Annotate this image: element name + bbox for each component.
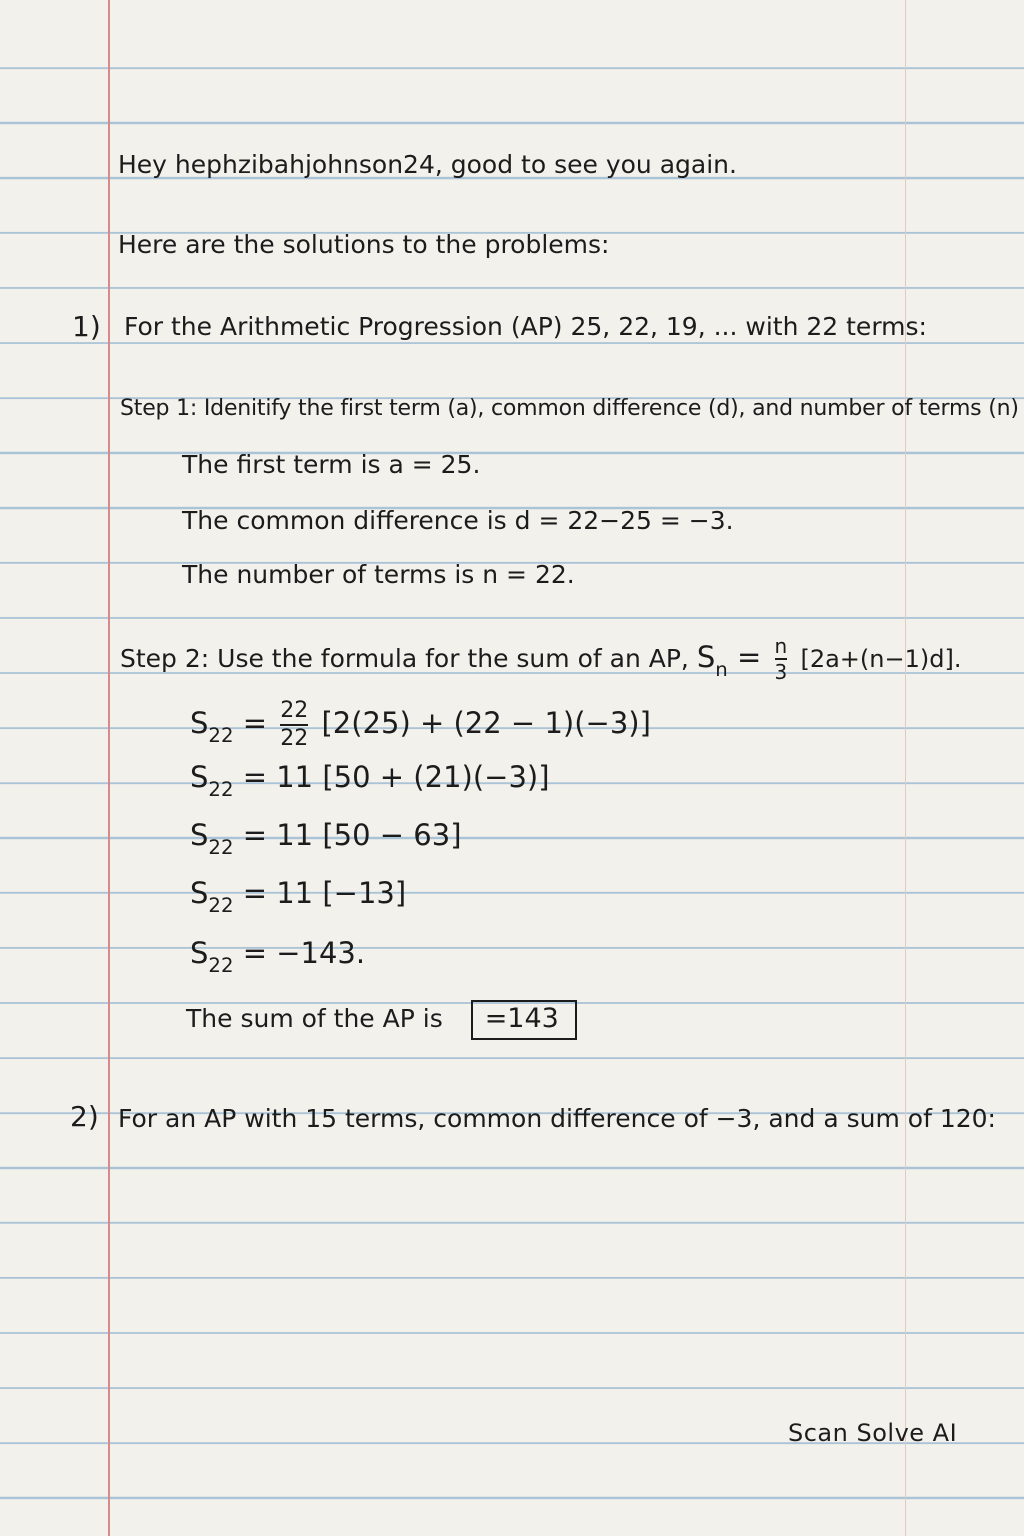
calc-1-equals: = — [242, 706, 268, 740]
number-of-terms-text: The number of terms is n = 22. — [182, 560, 575, 589]
fraction-denominator: 3 — [774, 660, 788, 684]
calc-1-denominator: 22 — [280, 726, 309, 751]
calc-3-rest: = 11 [50 − 63] — [242, 818, 462, 852]
calc-line-2 — [190, 762, 550, 805]
greeting-text: Hey hephzibahjohnson24, good to see you again. — [118, 150, 737, 179]
first-term-text: The first term is a = 25. — [182, 450, 481, 479]
calc-5-s: S — [190, 936, 209, 970]
intro-text: Here are the solutions to the problems: — [118, 230, 610, 259]
calc-2-rest: = 11 [50 + (21)(−3)] — [242, 760, 550, 794]
calc-3-subscript: 22 — [208, 835, 234, 859]
calc-4-rest: = 11 [−13] — [242, 876, 407, 910]
formula-equals: = — [736, 640, 762, 674]
common-difference-text: The common difference is d = 22−25 = −3. — [182, 506, 734, 535]
left-margin-line — [108, 0, 110, 1536]
result-text: The sum of the AP is — [186, 1004, 443, 1033]
calc-5-subscript: 22 — [208, 953, 234, 977]
calc-2-subscript: 22 — [208, 777, 234, 801]
problem-2-statement: For an AP with 15 terms, common difference of −3, and a sum of 120: — [118, 1104, 996, 1133]
calc-3-s: S — [190, 818, 209, 852]
formula-bracket: [2a+(n−1)d]. — [800, 645, 962, 673]
step-2-title — [120, 636, 961, 685]
step-1-title: Step 1: Idenitify the first term (a), common difference (d), and number of terms (n) — [120, 396, 1019, 421]
calc-5-rest: = −143. — [242, 936, 366, 970]
calc-line-3 — [190, 820, 462, 863]
problem-2-number: 2) — [70, 1100, 99, 1133]
calc-1-subscript: 22 — [208, 723, 234, 747]
calc-line-5 — [190, 938, 365, 981]
result-answer-box: =143 — [471, 1000, 577, 1040]
calc-1-bracket: [2(25) + (22 − 1)(−3)] — [321, 706, 651, 740]
calc-1-fraction — [280, 700, 308, 750]
calc-line-4 — [190, 878, 406, 921]
sum-formula — [696, 634, 962, 684]
right-margin-line — [905, 0, 906, 1536]
calc-4-s: S — [190, 876, 209, 910]
calc-4-subscript: 22 — [208, 893, 234, 917]
step-2-title-text: Step 2: Use the formula for the sum of an AP, — [120, 644, 689, 673]
problem-1-number: 1) — [72, 310, 101, 343]
calc-2-s: S — [190, 760, 209, 794]
result-line — [186, 1000, 577, 1040]
fraction-numerator: n — [774, 634, 788, 658]
formula-fraction — [775, 636, 788, 682]
formula-subscript: n — [715, 657, 728, 681]
formula-s: S — [696, 640, 716, 674]
problem-1-statement: For the Arithmetic Progression (AP) 25, 22, 19, ... with 22 terms: — [124, 312, 927, 341]
calc-1-numerator: 22 — [280, 698, 309, 723]
calc-line-1 — [190, 700, 651, 751]
calc-1-s: S — [190, 706, 209, 740]
footer-brand: Scan Solve AI — [788, 1419, 958, 1447]
